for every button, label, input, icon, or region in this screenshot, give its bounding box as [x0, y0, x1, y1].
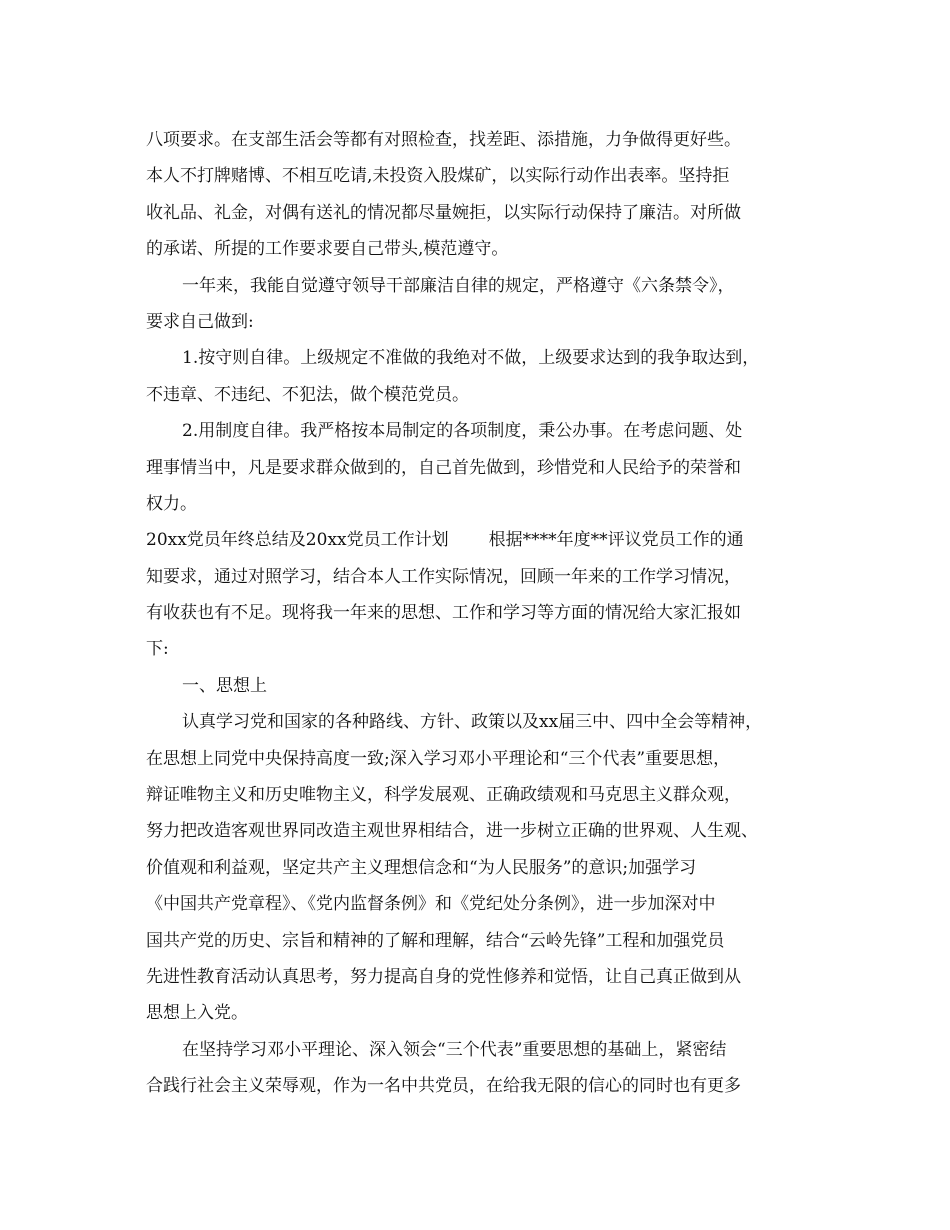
text-line: 八项要求。在支部生活会等都有对照检查，找差距、添措施，力争做得更好些。 — [146, 130, 741, 150]
text-line: 在思想上同党中央保持高度一致;深入学习邓小平理论和“三个代表”重要思想， — [146, 748, 731, 769]
text-line: 不违章、不违纪、不犯法，做个模范党员。 — [146, 384, 469, 405]
text-line: 收礼品、礼金，对偶有送礼的情况都尽量婉拒，以实际行动保持了廉洁。对所做 — [146, 202, 741, 223]
text-line: 权力。 — [146, 493, 197, 514]
text-line: 努力把改造客观世界同改造主观世界相结合，进一步树立正确的世界观、人生观、 — [146, 821, 758, 842]
text-line: 思想上入党。 — [146, 1003, 248, 1024]
text-line: 下: — [146, 639, 169, 660]
heading-lead: 根据****年度**评议党员工作的通 — [488, 530, 744, 551]
text-line: 合践行社会主义荣辱观，作为一名中共党员，在给我无限的信心的同时也有更多 — [146, 1076, 741, 1097]
document-body — [146, 122, 806, 1105]
text-line: 国共产党的历史、宗旨和精神的了解和理解，结合“云岭先锋”工程和加强党员 — [146, 930, 725, 951]
text-line: 知要求，通过对照学习，结合本人工作实际情况，回顾一年来的工作学习情况， — [146, 566, 741, 587]
text-line: 理事情当中，凡是要求群众做到的，自己首先做到，珍惜党和人民给予的荣誉和 — [146, 457, 741, 478]
text-line: 有收获也有不足。现将我一年来的思想、工作和学习等方面的情况给大家汇报如 — [146, 603, 741, 624]
text-line: 《中国共产党章程》、《党内监督条例》和《党纪处分条例》，进一步加深对中 — [146, 894, 716, 915]
section-heading-line — [146, 522, 806, 558]
text-line: 先进性教育活动认真思考，努力提高自身的党性修养和觉悟，让自己真正做到从 — [146, 966, 741, 987]
list-item-2: 2.用制度自律。我严格按本局制定的各项制度，秉公办事。在考虑问题、处 — [182, 421, 743, 442]
list-item-1: 1.按守则自律。上级规定不准做的我绝对不做，上级要求达到的我争取达到， — [182, 348, 760, 369]
subsection-heading: 一、思想上 — [182, 675, 267, 696]
paragraph-first-line: 认真学习党和国家的各种路线、方针、政策以及xx届三中、四中全会等精神， — [182, 712, 763, 733]
paragraph-first-line: 一年来，我能自觉遵守领导干部廉洁自律的规定，严格遵守《六条禁令》， — [182, 275, 735, 296]
text-line: 要求自己做到: — [146, 311, 254, 332]
text-line: 本人不打牌赌博、不相互吃请,未投资入股煤矿，以实际行动作出表率。坚持拒 — [146, 166, 730, 187]
text-line: 辩证唯物主义和历史唯物主义，科学发展观、正确政绩观和马克思主义群众观， — [146, 785, 741, 806]
text-line: 的承诺、所提的工作要求要自己带头,模范遵守。 — [146, 239, 509, 260]
heading-title: 20xx党员年终总结及20xx党员工作计划 — [146, 530, 449, 551]
text-line: 价值观和利益观，坚定共产主义理想信念和“为人民服务”的意识;加强学习 — [146, 857, 697, 878]
paragraph-first-line: 在坚持学习邓小平理论、深入领会“三个代表”重要思想的基础上，紧密结 — [182, 1039, 727, 1060]
